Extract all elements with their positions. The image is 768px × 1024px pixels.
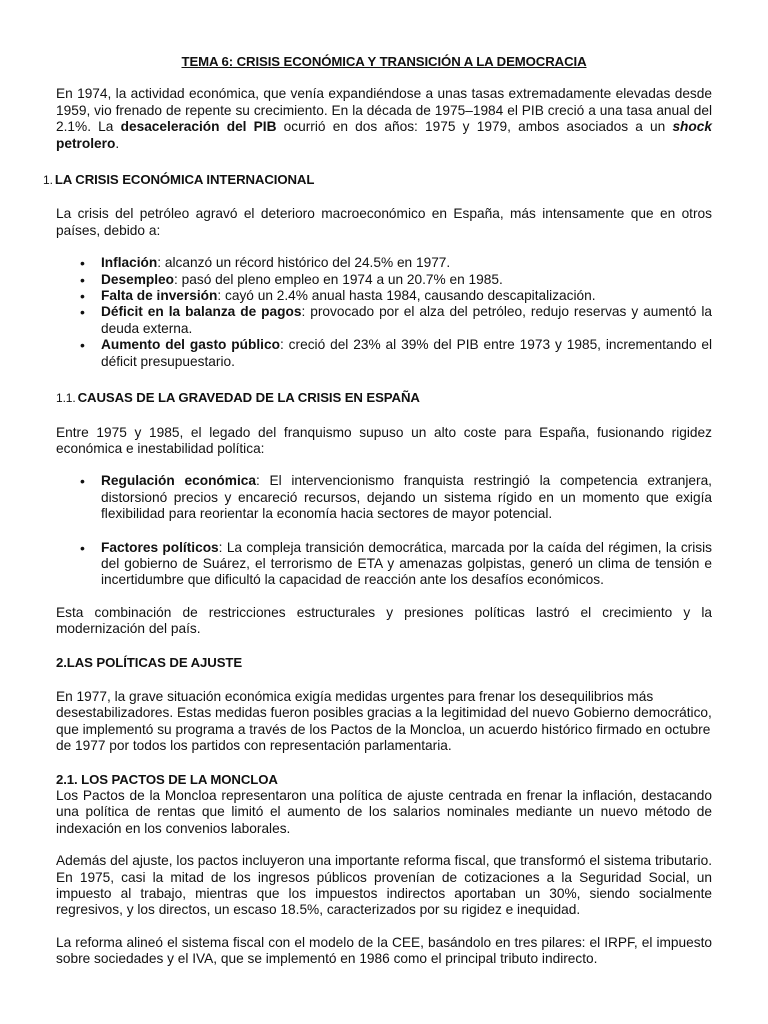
- intro-text-b: ocurrió en dos años: 1975 y 1979, ambos asociados a un: [276, 119, 673, 135]
- section-1-bullet-list: [56, 255, 712, 370]
- list-item: [101, 272, 712, 288]
- intro-shock: shock: [672, 119, 712, 135]
- bullet-label: Déficit en la balanza de pagos: [101, 304, 302, 320]
- bullet-text: : El intervencionismo franquista restringió la competencia extranjera, distorsionó precios y encareció recursos, dejando un sistema rígido en un momento que exigía flexibilidad para reorientar la economía hacia sectores de mayor potencial.: [101, 473, 712, 522]
- bullet-text: : alcanzó un récord histórico del 24.5% en 1977.: [157, 255, 451, 271]
- section-2-heading: 2.LAS POLÍTICAS DE AJUSTE: [56, 654, 243, 670]
- intro-bold-pib: desaceleración del PIB: [120, 119, 277, 135]
- intro-text-a: En 1974, la actividad económica, que venía expandiéndose a unas tasas extremadamente elevadas desde 1959, vio frenado de repente su crecimiento. En la década de 1975–1984 el PIB creció a una tasa anual del 2.1%. La: [56, 86, 712, 135]
- section-1-title: LA CRISIS ECONÓMICA INTERNACIONAL: [54, 172, 315, 188]
- list-item: [101, 473, 712, 522]
- bullet-label: Inflación: [101, 255, 158, 271]
- list-item: [101, 255, 712, 271]
- bullet-text: : pasó del pleno empleo en 1974 a un 20.7% en 1985.: [174, 271, 503, 287]
- bullet-text: : creció del 23% al 39% del PIB entre 1973 y 1985, incrementando el déficit presupuestario.: [101, 337, 712, 369]
- intro-text-c: .: [115, 135, 120, 151]
- bullet-text: : provocado por el alza del petróleo, redujo reservas y aumentó la deuda externa.: [101, 304, 712, 336]
- section-2-1-paragraph: Los Pactos de la Moncloa representaron una política de ajuste centrada en frenar la inflación, destacando una política de rentas que limitó el aumento de los salarios nominales mediante un nuevo método de indexación en los convenios laborales.: [56, 788, 712, 836]
- section-2-paragraph: En 1977, la grave situación económica exigía medidas urgentes para frenar los desequilibrios más desestabilizadores. Estas medidas fueron posibles gracias a la legitimidad del nuevo Gobierno democrático, que implementó su programa a través de los Pactos de la Moncloa, un acuerdo histórico firmado en octubre de 1977 por todos los partidos con representación parlamentaria.: [56, 688, 712, 754]
- bullet-text: : cayó un 2.4% anual hasta 1984, causando descapitalización.: [217, 288, 596, 304]
- section-1-paragraph: La crisis del petróleo agravó el deterioro macroeconómico en España, más intensamente que en otros países, debido a:: [56, 206, 712, 238]
- section-1-heading: [43, 172, 712, 188]
- bullet-label: Desempleo: [101, 271, 175, 287]
- bullet-text: : La compleja transición democrática, marcada por la caída del régimen, la crisis del gobierno de Suárez, el terrorismo de ETA y amenazas golpistas, generó un clima de tensión e incertidumbre que dificultó la capacidad de reacción ante los desafíos económicos.: [101, 539, 712, 588]
- bullet-label: Factores políticos: [101, 539, 219, 555]
- list-item: [101, 288, 712, 304]
- bullet-label: Aumento del gasto público: [101, 337, 280, 353]
- section-1-1-number: 1.1.: [56, 391, 76, 406]
- section-2-1-heading: 2.1. LOS PACTOS DE LA MONCLOA: [56, 771, 278, 787]
- section-2-1-paragraph: La reforma alineó el sistema fiscal con el modelo de la CEE, basándolo en tres pilares: el IRPF, el impuesto sobre sociedades y el IVA, que se implementó en 1986 como el principal tributo indirecto.: [56, 934, 712, 967]
- intro-bold-petrolero: petrolero: [56, 135, 116, 151]
- section-1-1-bullet-list: [56, 473, 712, 588]
- section-1-1-paragraph: Entre 1975 y 1985, el legado del franquismo supuso un alto coste para España, fusionando rigidez económica e inestabilidad política:: [56, 424, 712, 456]
- section-1-1-heading: [56, 390, 712, 406]
- document-title: TEMA 6: CRISIS ECONÓMICA Y TRANSICIÓN A LA DEMOCRACIA: [181, 54, 587, 69]
- bullet-label: Falta de inversión: [101, 288, 218, 304]
- section-2-1-paragraph: Además del ajuste, los pactos incluyeron una importante reforma fiscal, que transformó el sistema tributario. En 1975, casi la mitad de los ingresos públicos provenían de cotizaciones a la Seguridad Social, un impuesto al trabajo, mientras que los impuestos indirectos aportaban un 30%, siendo socialmente regresivos, y los directos, un escaso 18.5%, caracterizados por su rigidez e inequidad.: [56, 853, 712, 918]
- list-item: [101, 540, 712, 589]
- list-item: [101, 304, 712, 337]
- section-1-number: 1.: [43, 173, 53, 188]
- intro-paragraph: [56, 86, 712, 152]
- section-1-1-title: CAUSAS DE LA GRAVEDAD DE LA CRISIS EN ESPAÑA: [77, 390, 420, 406]
- section-1-1-closing: Esta combinación de restricciones estructurales y presiones políticas lastró el crecimiento y la modernización del país.: [56, 604, 712, 637]
- bullet-label: Regulación económica: [101, 473, 256, 489]
- list-item: [101, 337, 712, 370]
